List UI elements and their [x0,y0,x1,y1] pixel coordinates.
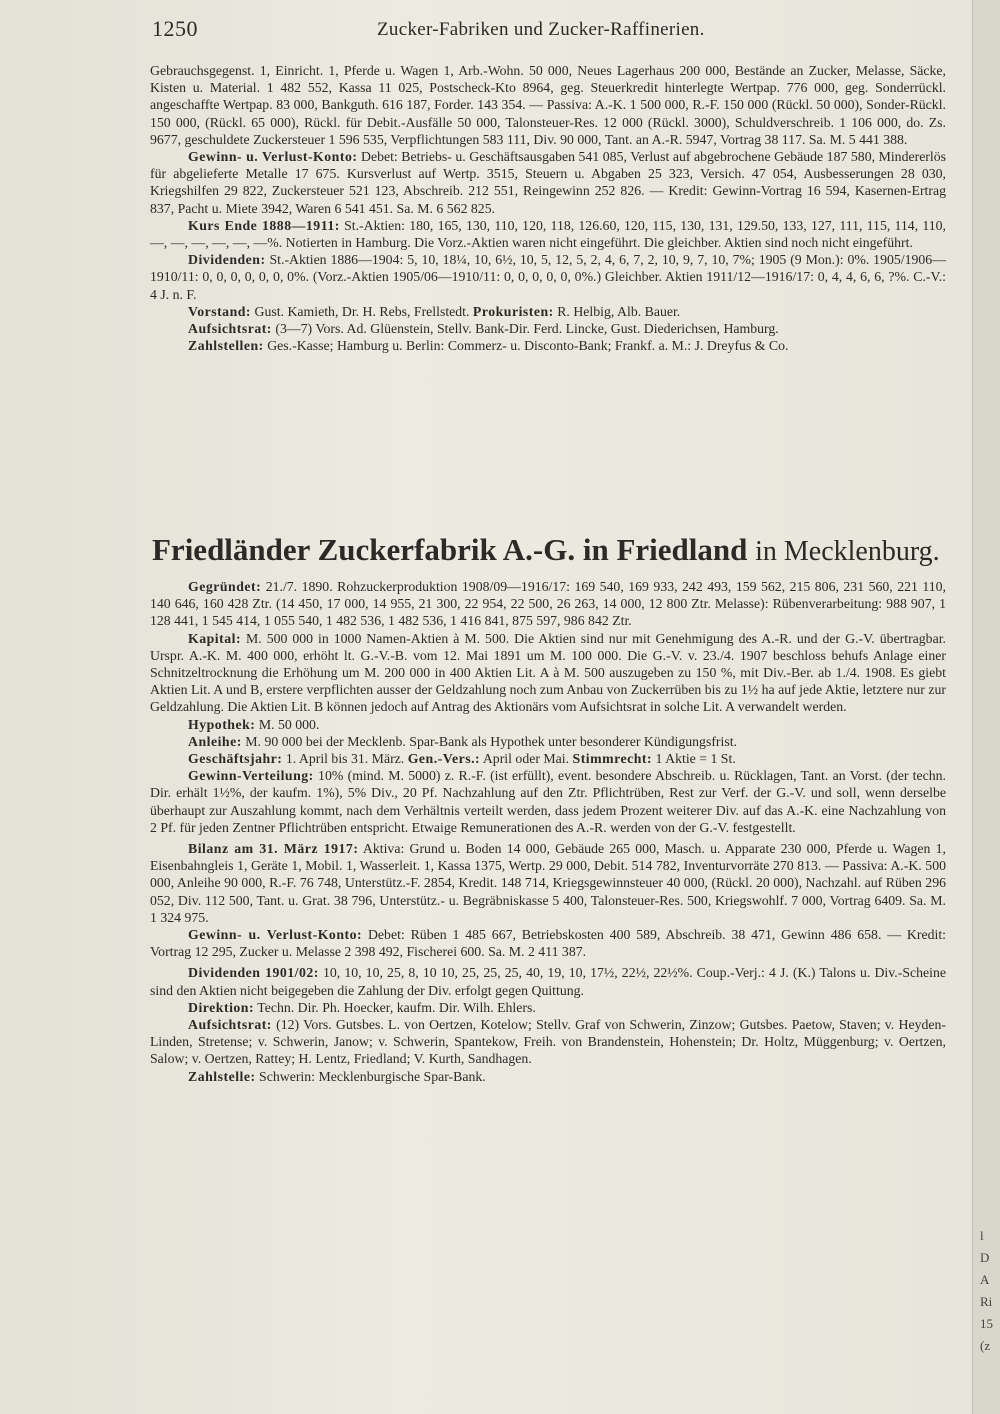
dividenden-2-label: Dividenden 1901/02: [188,965,319,981]
company-entry [150,578,946,1085]
edge-char: Ri [980,1294,993,1309]
gegruendet-text: 21./7. 1890. Rohzuckerproduktion 1908/09—1916/17: 169 540, 169 933, 242 493, 159 562, 215 806, 231 560, 221 110, 140 646, 160 428 Ztr. (14 450, 17 000, 14 955, 21 300, 22 954, 22 500, 26 263, 14 000, 12 800 Ztr. Melasse): Rübenverarbeitung: 988 907, 1 128 441, 1 545 414, 1 055 540, 1 482 536, 1 482 536, 1 416 841, 875 597, 986 842 Ztr. [150,579,946,629]
bilanz-paragraph [150,840,946,926]
gegruendet-label: Gegründet: [188,579,262,594]
kurs-label: Kurs Ende 1888—1911: [188,217,340,233]
direktion-label: Direktion: [188,999,255,1015]
guv-text: Debet: Rüben 1 485 667, Betriebskosten 400 589, Abschreib. 38 471, Gewinn 486 658. — Kredit: Vortrag 12 295, Zucker u. Melasse 2 398 492, Fischerei 600. Sa. M. 2 411 387. [150,927,946,960]
guv-label: Gewinn- u. Verlust-Konto: [188,927,363,943]
kurs-paragraph [150,217,946,251]
adjacent-page-characters [980,1225,998,1357]
hypothek-paragraph [150,716,946,733]
direktion-paragraph [150,999,946,1016]
gen-vers-text: April oder Mai. [482,751,570,767]
zahlstellen-label: Zahlstellen: [188,338,264,354]
dividenden-2-text: 10, 10, 10, 25, 8, 10 10, 25, 25, 25, 40, 19, 10, 17½, 22½, 22½%. Coup.-Verj.: 4 J. (K.) Talons u. Div.-Scheine sind den Aktien nicht beigegeben die Zahlung der Div. erfolgt gegen Quittung. [150,965,946,998]
gegruendet-paragraph [150,578,946,630]
company-title [152,532,952,570]
zahlstellen-paragraph [150,337,946,354]
dividenden-text: St.-Aktien 1886—1904: 5, 10, 18¼, 10, 6½, 10, 5, 12, 5, 2, 4, 6, 7, 2, 10, 9, 7, 10, 7%; 1905 (9 Mon.): 0%. 1905/1906—1910/11: 0, 0, 0, 0, 0, 0, 0%. (Vorz.-Aktien 1905/06—1910/11: 0, 0, 0, 0, 0, 0%.) Gleichber. Aktien 1911/12—1916/17: 0, 4, 4, 6, 6, ?%. C.-V.: 4 J. n. F. [150,252,946,302]
running-title: Zucker-Fabriken und Zucker-Raffinerien. [377,19,705,40]
hypothek-text: M. 50 000. [258,716,320,732]
kapital-text: M. 500 000 in 1000 Namen-Aktien à M. 500. Die Aktien sind nur mit Genehmigung des A.-R. und der G.-V. übertragbar. Urspr. A.-K. M. 400 000, erhöht lt. G.-V.-B. vom 12. Mai 1891 um M. 100 000. Die G.-V. v. 23./4. 1907 beschloss behufs Anlage einer Schnitzeltrocknung die Erhöhung um M. 200 000 in 400 Aktien Lit. A à M. 500 auszugeben zu 150 %, mit Div.-Ber. ab 1./4. 1908. Es giebt Aktien Lit. A und B, erstere verpflichten ausser der Geldzahlung noch zum Anbau von Zuckerrüben bis zu 1½ ha auf jede Aktie, letztere nur zur Geldzahlung. Die Aktien Lit. B können jedoch auf Antrag des Aktionärs vom Aufsichtsrat in solche Lit. A verwandelt werden. [150,630,946,715]
aufsichtsrat-2-label: Aufsichtsrat: [188,1017,272,1033]
prokuristen-label: Prokuristen: [472,303,554,319]
gewinn-verteilung-text: 10% (mind. M. 5000) z. R.-F. (ist erfüllt), event. besondere Abschreib. u. Rücklagen, Tant. an Vorst. (der techn. Dir. erhält 1½%, der kaufm. 1%), 5% Div., 20 Pf. Nachzahlung auf den Ztr. Pflichtrüben, Rest zur Verf. der G.-V. und soll, wenn derselbe überhaupt zur Auszahlung kommt, nach dem Verhältnis verteilt werden, dass jedem Prozent weiterer Div. auf das A.-K. eine Nachzahlung von 2 Pf. für jeden Zentner Pflichtrüben entspricht. Etwaige Remunerationen des A.-R. werden von der G.-V. festgestellt. [150,768,947,835]
geschaeftsjahr-label: Geschäftsjahr: [188,751,283,767]
zahlstelle-paragraph [150,1068,946,1085]
company-title-location: in Mecklenburg. [755,536,940,567]
kapital-label: Kapital: [188,630,242,646]
anleihe-label: Anleihe: [188,733,242,749]
gv-konto-paragraph [150,148,946,217]
vorstand-text: Gust. Kamieth, Dr. H. Rebs, Frellstedt. [254,303,470,319]
gv-konto-text: Debet: Betriebs- u. Geschäftsausgaben 541 085, Verlust auf abgebrochene Gebäude 187 580, Mindererlös für abgelieferte Metalle 17 675. Kursverlust auf Wertp. 3515, Steuern u. Abgaben 25 323, Versich. 47 054, Ausbesserungen 28 030, Kriegshilfen 29 822, Zuckersteuer 521 123, Abschreib. 212 551, Reingewinn 252 826. — Kredit: Gewinn-Vortrag 16 594, Kasernen-Ertrag 837, Pacht u. Miete 3942, Waren 6 541 451. Sa. M. 6 562 825. [150,149,947,216]
edge-char: l [980,1228,984,1243]
kurs-text: St.-Aktien: 180, 165, 130, 110, 120, 118, 126.60, 120, 115, 130, 131, 129.50, 133, 127, 111, 115, 114, 110, —, —, —, —, —, —%. Notierten in Hamburg. Die Vorz.-Aktien waren nicht eingeführt. Die gleichber. Aktien sind noch nicht eingeführt. [150,217,946,251]
gv-konto-label: Gewinn- u. Verlust-Konto: [188,149,358,165]
adjacent-page-edge [972,0,1000,1414]
previous-company-entry [150,62,946,354]
bilanz-continuation: Gebrauchsgegenst. 1, Einricht. 1, Pferde u. Wagen 1, Arb.-Wohn. 50 000, Neues Lagerhaus 200 000, Bestände an Zucker, Melasse, Säcke, Kisten u. Material. 1 482 552, Kassa 11 025, Postscheck-Kto 8964, geg. Steuerkredit hinterlegte Wertpap. 776 000, geg. Sonderrückl. angeschaffte Wertpap. 83 000, Bankguth. 616 187, Forder. 143 354. — Passiva: A.-K. 1 500 000, R.-F. 150 000 (Rückl. 50 000), Sonder-Rückl. 150 000, (Rückl. 65 000), Rückl. für Debit.-Ausfälle 50 000, Talonsteuer-Res. 12 000 (Rückl. 3000), Schuldverschreib. 1 106 000, do. Zs. 9677, geschuldete Zuckersteuer 1 596 535, Verpflichtungen 583 111, Div. 90 000, Tant. an A.-R. 5947, Vortrag 38 117. Sa. M. 5 441 388. [150,63,946,147]
aufsichtsrat-text: (3—7) Vors. Ad. Glüenstein, Stellv. Bank-Dir. Ferd. Lincke, Gust. Diederichsen, Hamburg. [275,321,779,337]
stimmrecht-text: 1 Aktie = 1 St. [655,751,736,767]
kapital-paragraph [150,630,946,716]
gewinn-verteilung-label: Gewinn-Verteilung: [188,768,314,784]
aufsichtsrat-paragraph [150,320,946,337]
dividenden-paragraph [150,251,946,303]
gewinn-verteilung-paragraph [150,767,946,836]
edge-char: A [980,1272,990,1287]
zahlstelle-label: Zahlstelle: [188,1068,256,1084]
bilanz-text: Aktiva: Grund u. Boden 14 000, Gebäude 265 000, Masch. u. Apparate 230 000, Pferde u. Wagen 1, Eisenbahngleis 1, Geräte 1, Mobil. 1, Wasserleit. 1, Kassa 1375, Wertp. 29 000, Debit. 514 782, Inventurvorräte 270 813. — Passiva: A.-K. 500 000, Anleihe 90 000, R.-F. 76 748, Unterstütz.-F. 2854, Kredit. 148 714, Kriegsgewinnsteuer 40 000, (Rückl. 20 000), Nachzahl. auf Rüben 296 052, Div. 112 500, Tant. u. Grat. 38 796, Unterstütz.- u. Begräbniskasse 5 400, Talonsteuer-Res. 500, Kriegswohlf. 7 000, Vortrag 6409. Sa. M. 1 324 975. [150,841,946,925]
hypothek-label: Hypothek: [188,716,256,732]
zahlstelle-text: Schwerin: Mecklenburgische Spar-Bank. [259,1068,486,1084]
geschaeftsjahr-paragraph [150,750,946,767]
stimmrecht-label: Stimmrecht: [572,751,653,767]
edge-char: (z [980,1338,991,1353]
company-title-main: Friedländer Zuckerfabrik A.-G. in Friedland [152,532,748,567]
geschaeftsjahr-text: 1. April bis 31. März. [285,751,405,767]
aufsichtsrat-2-text: (12) Vors. Gutsbes. L. von Oertzen, Kotelow; Stellv. Graf von Schwerin, Zinzow; Gutsbes. Paetow, Staven; v. Heyden-Linden, Stretense; v. Schwerin, Janow; v. Schwerin, Spantekow, Freih. von Brandenstein, Hohenstein; Dr. Holtz, Müggenburg; v. Oertzen, Salow; v. Oertzen, Rattey; H. Lentz, Friedland; V. Kurth, Sandhagen. [150,1017,946,1067]
direktion-text: Techn. Dir. Ph. Hoecker, kaufm. Dir. Wilh. Ehlers. [257,999,536,1015]
aufsichtsrat-2-paragraph [150,1016,946,1068]
aufsichtsrat-label: Aufsichtsrat: [188,321,272,337]
anleihe-paragraph [150,733,946,750]
edge-char: 15 [980,1316,993,1331]
prokuristen-text: R. Helbig, Alb. Bauer. [557,303,681,319]
dividenden-label: Dividenden: [188,252,266,268]
edge-char: D [980,1250,990,1265]
anleihe-text: M. 90 000 bei der Mecklenb. Spar-Bank als Hypothek unter besonderer Kündigungsfrist. [245,733,737,749]
gen-vers-label: Gen.-Vers.: [407,751,481,767]
guv-paragraph [150,926,946,960]
bilanz-label: Bilanz am 31. März 1917: [188,841,359,857]
vorstand-paragraph [150,303,946,320]
vorstand-label: Vorstand: [188,303,252,319]
page-number: 1250 [152,16,198,41]
page-header [152,16,948,44]
dividenden-2-paragraph [150,964,946,998]
zahlstellen-text: Ges.-Kasse; Hamburg u. Berlin: Commerz- u. Disconto-Bank; Frankf. a. M.: J. Dreyfus & Co. [267,338,789,354]
